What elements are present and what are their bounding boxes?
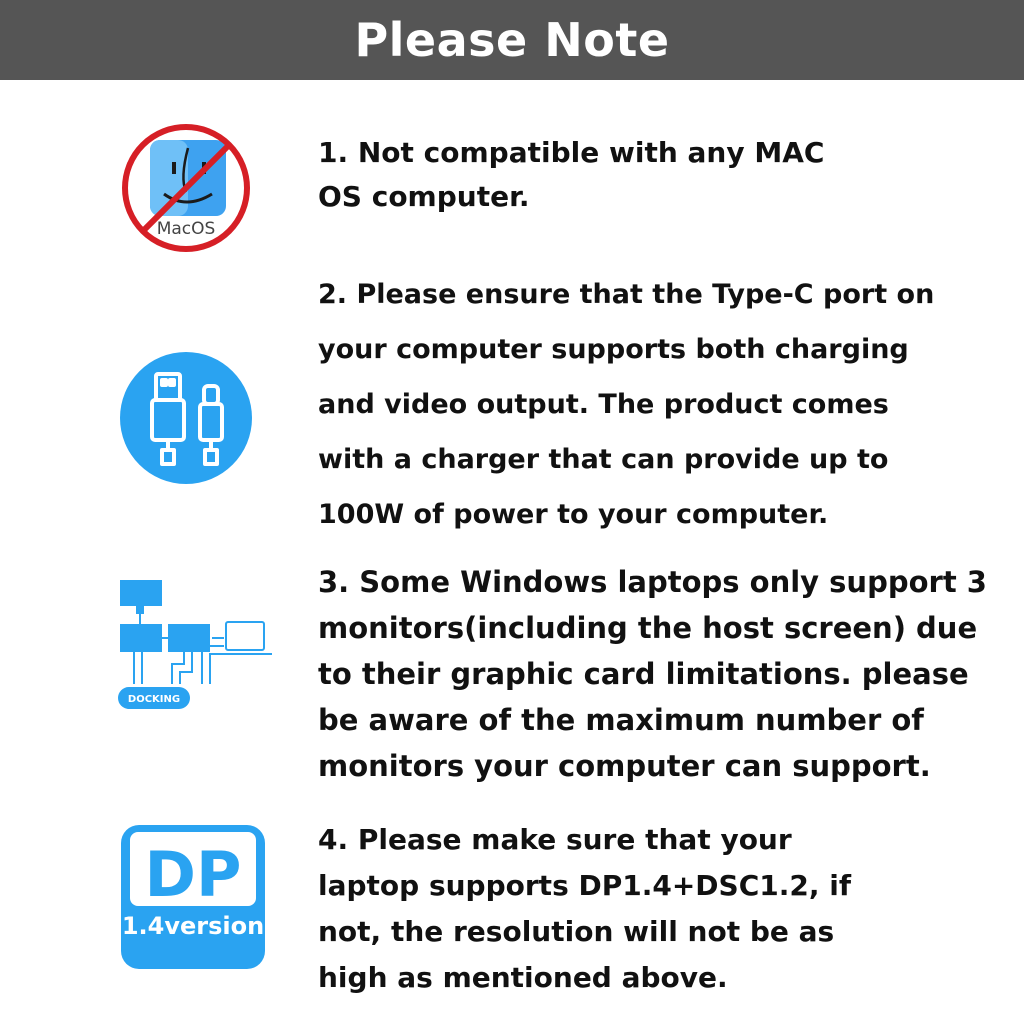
note-2-line: 2. Please ensure that the Type-C port on [318,279,935,310]
note-4-line: not, the resolution will not be as [318,915,835,948]
usb-cables-icon [118,350,254,486]
version-label: 1.4version [121,912,265,940]
note-3-line: be aware of the maximum number of [318,703,924,737]
docking-monitors-icon [112,574,282,714]
mac-os-prohibited-icon [116,118,256,258]
note-1-line: OS computer. [318,180,530,213]
note-2-line: and video output. The product comes [318,389,889,420]
note-3-line: monitors(including the host screen) due [318,611,978,645]
note-2-line: 100W of power to your computer. [318,499,829,530]
docking-label: DOCKING [127,694,181,705]
note-2-line: with a charger that can provide up to [318,444,889,475]
displayport-version-icon [118,822,268,972]
macos-label: MacOS [156,219,216,239]
note-4 [318,817,851,1001]
note-3-line: to their graphic card limitations. please [318,657,969,691]
note-4-line: high as mentioned above. [318,961,728,994]
note-3-line: 3. Some Windows laptops only support 3 [318,565,987,599]
note-2 [318,267,934,542]
header-bar [0,0,1024,80]
note-4-line: laptop supports DP1.4+DSC1.2, if [318,869,852,902]
page-title: Please Note [354,13,670,67]
note-4-line: 4. Please make sure that your [318,823,792,856]
note-1 [318,131,824,219]
note-3 [318,559,987,789]
note-3-line: monitors your computer can support. [318,749,931,783]
dp-label: DP [144,838,242,911]
note-1-line: 1. Not compatible with any MAC [318,136,825,169]
note-2-line: your computer supports both charging [318,334,909,365]
